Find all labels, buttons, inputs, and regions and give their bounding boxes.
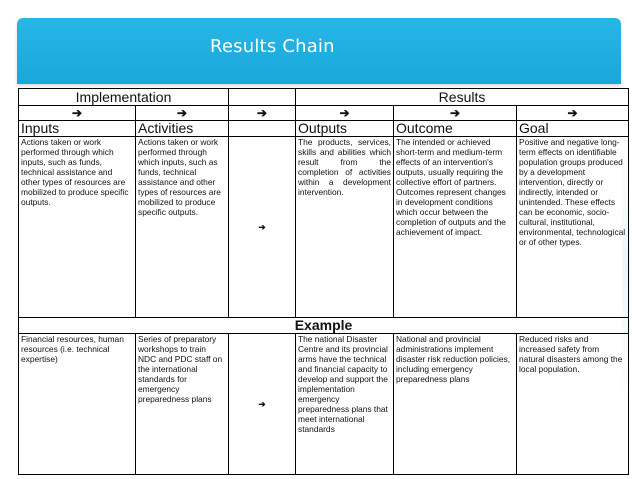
outcome-label: Outcome: [394, 121, 517, 137]
goal-definition: Positive and negative long-term effects on identifiable population groups produced by a development intervention, directly or indirectly, intended or unintended. These effects can be economic, socio-cultural, institutional, environmental, technological or of other types.: [517, 137, 629, 318]
goal-example: Reduced risks and increased safety from natural disasters among the local population.: [517, 334, 629, 475]
header-spacer: [229, 89, 296, 106]
definition-row: [19, 137, 629, 318]
activities-label: Activities: [136, 121, 229, 137]
arrow-icon: ➔: [229, 334, 296, 475]
activities-definition: Actions taken or work performed through which inputs, such as funds, technical assistance and other types of resources are mobilized to produce specific outputs.: [136, 137, 229, 318]
results-chain-table: [18, 88, 629, 475]
outputs-example: The national Disaster Centre and its provincial arms have the technical and financial capacity to develop and support the implementation emergency preparedness plans that meet international standards: [296, 334, 394, 475]
activities-example: Series of preparatory workshops to train NDC and PDC staff on the international standards for emergency preparedness plans: [136, 334, 229, 475]
arrow-icon: ➔: [517, 106, 629, 121]
example-header-row: [19, 318, 629, 334]
inputs-definition: Actions taken or work performed through which inputs, such as funds, technical assistance and other types of resources are mobilized to produce specific outputs.: [19, 137, 136, 318]
outcome-example: National and provincial administrations implement disaster risk reduction policies, including emergency preparedness plans: [394, 334, 517, 475]
arrow-icon: ➔: [19, 106, 136, 121]
outcome-definition: The intended or achieved short-term and medium-term effects of an intervention's outputs, usually requiring the collective effort of partners. Outcomes represent changes in development conditions which occur between the completion of outputs and the achievement of impact.: [394, 137, 517, 318]
arrow-icon: ➔: [394, 106, 517, 121]
header-row: [19, 89, 629, 106]
example-label: Example: [19, 318, 629, 334]
goal-label: Goal: [517, 121, 629, 137]
arrow-icon: ➔: [229, 137, 296, 318]
arrow-icon: ➔: [229, 106, 296, 121]
inputs-label: Inputs: [19, 121, 136, 137]
example-row: [19, 334, 629, 475]
implementation-header: Implementation: [19, 89, 229, 106]
slide-title: Results Chain: [210, 36, 335, 57]
inputs-example: Financial resources, human resources (i.e. technical expertise): [19, 334, 136, 475]
arrow-icon: ➔: [136, 106, 229, 121]
label-spacer: [229, 121, 296, 137]
outputs-label: Outputs: [296, 121, 394, 137]
outputs-definition: The products, services, skills and abilities which result from the completion of activities within a development intervention.: [296, 137, 394, 318]
arrow-icon: ➔: [296, 106, 394, 121]
arrow-row: [19, 106, 629, 121]
label-row: [19, 121, 629, 137]
results-header: Results: [296, 89, 629, 106]
